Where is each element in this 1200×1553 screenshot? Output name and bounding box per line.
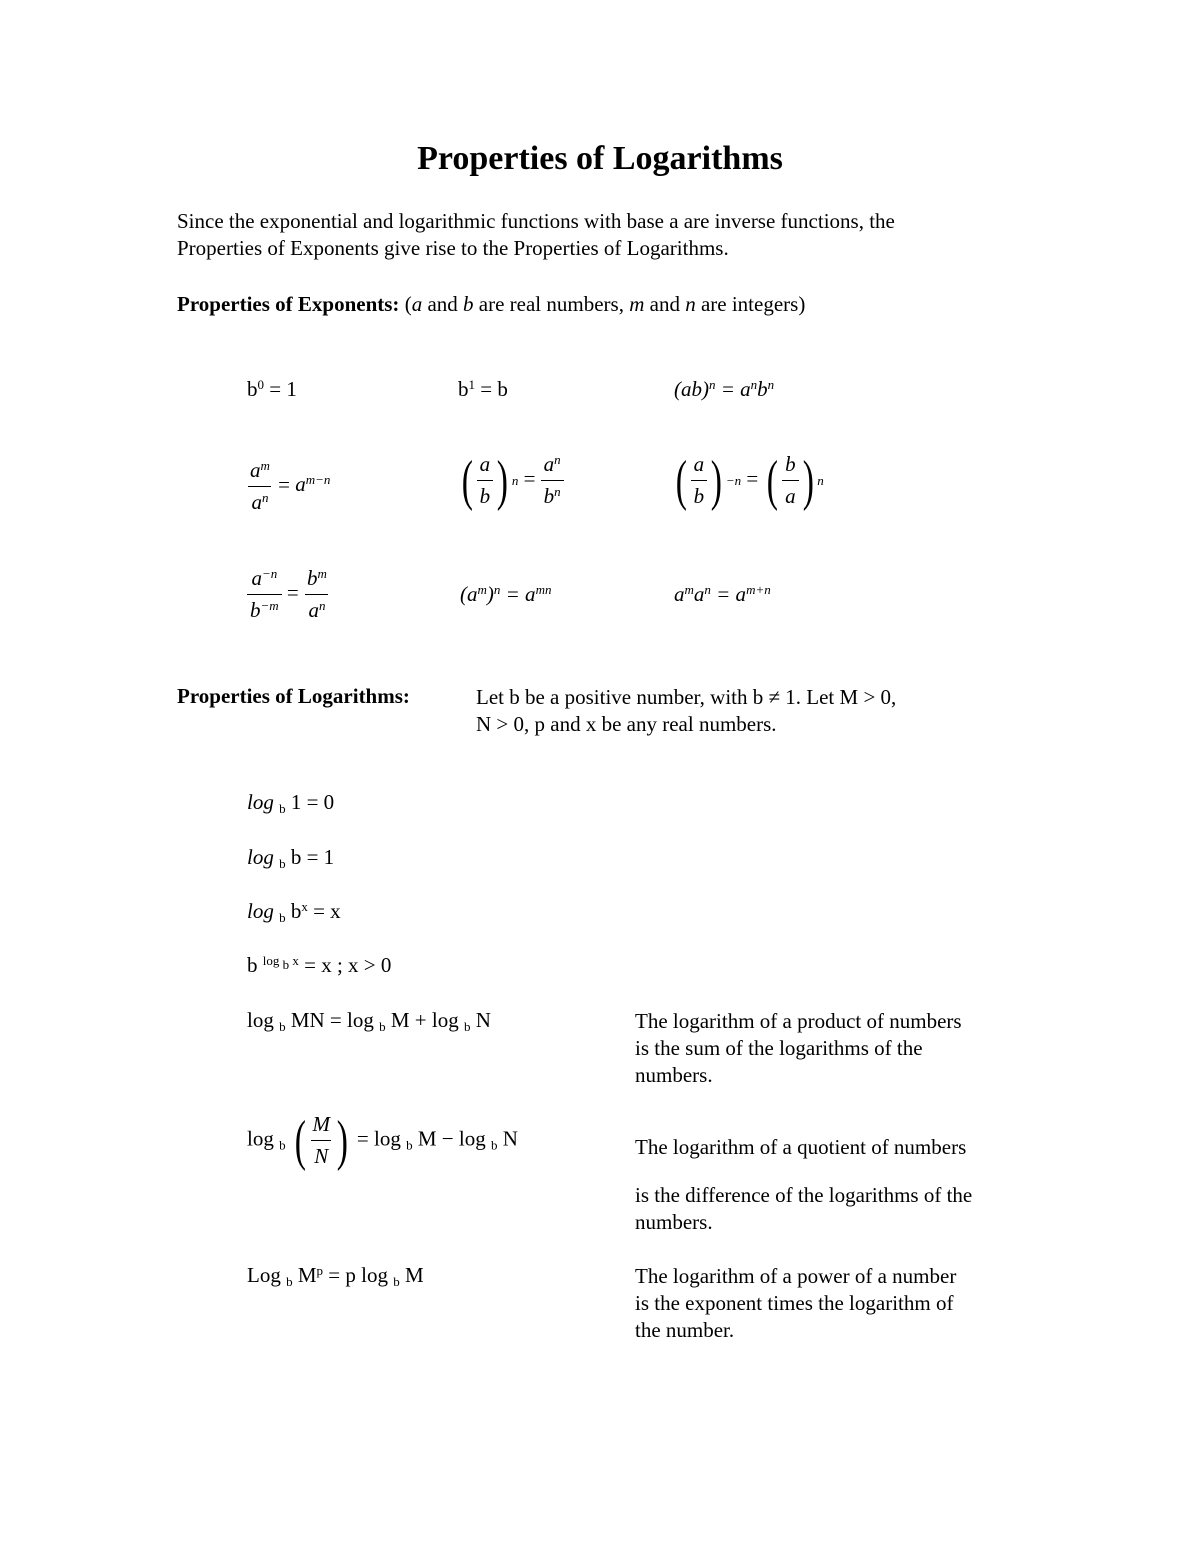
page-title: Properties of Logarithms (417, 140, 783, 177)
intro-line-1: Since the exponential and logarithmic functions with base a are inverse functions, the (177, 209, 895, 233)
formula-product-power: $(ab)^n = a^nb^n$ (674, 377, 775, 401)
power-rule-description: The logarithm of a power of a number is the exponent times the logarithm of the number. (635, 1264, 957, 1342)
intro-paragraph (177, 208, 1037, 262)
formula-zero-exponent: $b^0 = 1$ (247, 377, 297, 401)
log-of-base-power: log $_b$ $b^x = x$ (247, 899, 341, 925)
base-to-log: b $^{log b x}$ = x ; x > 0 (247, 953, 392, 977)
exponents-note: (a and b are real numbers, m and n are integers) (404, 292, 806, 316)
condition-line-2: N > 0, p and x be any real numbers. (476, 712, 777, 736)
formula-one-exponent: $b^1 = b$ (458, 377, 508, 401)
log-power-rule: Log $_b$ $M^p = p$ log $_b$ M (247, 1263, 424, 1289)
log-product-rule: log $_b$ MN = log $_b$ M + log $_b$ N (247, 1008, 491, 1034)
exponents-heading-row (177, 292, 805, 317)
formula-power-of-power: $(a^m)^n = a^{mn}$ (460, 582, 552, 606)
log-of-base: log $_b$ b = 1 (247, 845, 335, 871)
condition-line-1: Let b be a positive number, with b ≠ 1. Let M > 0, (476, 685, 897, 709)
formula-negative-exponents: $\frac{a^{-n}}{b^{-m}}$ = $\frac{b^m}{a^n}$ (247, 566, 330, 623)
intro-line-2: Properties of Exponents give rise to the Properties of Logarithms. (177, 236, 729, 260)
formula-negative-quotient-power: ( $\frac{a}{b}$ ) −n = ( $\frac{b}{a}$ ) n (675, 449, 824, 512)
log-of-one: log $_b$ 1 = 0 (247, 790, 335, 816)
log-quotient-rule: log $_b$ ( $\frac{M}{N}$ ) = log $_b$ M − log $_b$ N (247, 1109, 518, 1172)
quotient-rule-description: The logarithm of a quotient of numbers is the difference of the logarithms of the numbers. (635, 1135, 973, 1234)
formula-quotient-rule: $\frac{a^m}{a^n}$ = $a^{m-n}$ (250, 458, 331, 514)
product-rule-description: The logarithm of a product of numbers is the sum of the logarithms of the numbers. (635, 1009, 962, 1087)
exponents-heading: Properties of Exponents: (177, 292, 400, 316)
formula-quotient-power: ( $\frac{a}{b}$ ) n = $\frac{a^n}{b^n}$ (458, 452, 564, 509)
logarithms-heading: Properties of Logarithms: (177, 684, 410, 708)
logarithms-conditions (476, 684, 896, 738)
formula-product-rule: $a^ma^n = a^{m+n}$ (674, 582, 771, 606)
